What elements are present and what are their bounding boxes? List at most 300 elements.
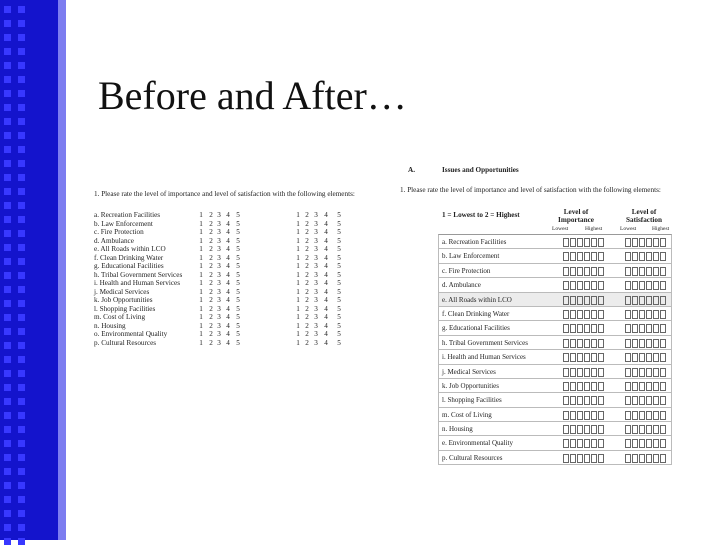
before-importance-value[interactable]: 3: [217, 211, 221, 219]
importance-checkbox[interactable]: [570, 353, 576, 362]
importance-checkbox[interactable]: [584, 310, 590, 319]
before-importance-value[interactable]: 3: [217, 338, 221, 347]
before-importance-value[interactable]: 4: [226, 296, 230, 304]
importance-checkbox[interactable]: [563, 324, 569, 333]
importance-checkbox[interactable]: [598, 238, 604, 247]
satisfaction-checkbox[interactable]: [639, 368, 645, 377]
importance-checkbox[interactable]: [591, 238, 597, 247]
before-importance-value[interactable]: 1: [199, 279, 203, 287]
importance-checkbox[interactable]: [570, 267, 576, 276]
importance-checkbox[interactable]: [598, 454, 604, 463]
importance-checkbox[interactable]: [563, 252, 569, 261]
satisfaction-checkbox[interactable]: [660, 296, 666, 305]
importance-checkbox[interactable]: [591, 439, 597, 448]
satisfaction-checkbox[interactable]: [646, 368, 652, 377]
satisfaction-checkbox[interactable]: [625, 353, 631, 362]
importance-checkbox[interactable]: [563, 411, 569, 420]
satisfaction-checkbox[interactable]: [653, 368, 659, 377]
satisfaction-checkbox[interactable]: [625, 296, 631, 305]
before-importance-value[interactable]: 5: [236, 321, 240, 330]
before-importance-value[interactable]: 4: [226, 287, 230, 296]
before-satisfaction-value[interactable]: 5: [337, 313, 341, 321]
satisfaction-checkbox[interactable]: [660, 267, 666, 276]
before-importance-value[interactable]: 3: [217, 321, 221, 330]
satisfaction-checkbox[interactable]: [653, 267, 659, 276]
before-importance-value[interactable]: 4: [226, 313, 230, 321]
importance-checkbox[interactable]: [577, 252, 583, 261]
before-satisfaction-value[interactable]: 2: [305, 313, 309, 321]
before-satisfaction-value[interactable]: 5: [337, 219, 341, 228]
satisfaction-checkbox[interactable]: [625, 454, 631, 463]
importance-checkbox[interactable]: [591, 411, 597, 420]
satisfaction-checkbox[interactable]: [646, 310, 652, 319]
importance-checkbox[interactable]: [584, 339, 590, 348]
before-importance-value[interactable]: 1: [199, 262, 203, 270]
before-importance-value[interactable]: 1: [199, 313, 203, 321]
before-importance-value[interactable]: 2: [209, 321, 213, 330]
satisfaction-checkbox[interactable]: [632, 368, 638, 377]
satisfaction-checkbox[interactable]: [646, 324, 652, 333]
satisfaction-checkbox[interactable]: [625, 252, 631, 261]
before-importance-value[interactable]: 5: [236, 245, 240, 253]
importance-checkbox[interactable]: [598, 296, 604, 305]
before-satisfaction-value[interactable]: 3: [314, 262, 318, 270]
satisfaction-checkbox[interactable]: [653, 252, 659, 261]
before-importance-value[interactable]: 1: [199, 270, 203, 279]
importance-checkbox[interactable]: [591, 425, 597, 434]
before-satisfaction-value[interactable]: 3: [314, 287, 318, 296]
before-importance-value[interactable]: 5: [236, 228, 240, 236]
importance-checkbox[interactable]: [577, 353, 583, 362]
before-importance-value[interactable]: 2: [209, 219, 213, 228]
before-importance-value[interactable]: 5: [236, 338, 240, 347]
before-satisfaction-value[interactable]: 2: [305, 304, 309, 313]
satisfaction-checkbox[interactable]: [653, 439, 659, 448]
satisfaction-checkbox[interactable]: [632, 324, 638, 333]
importance-checkbox[interactable]: [591, 281, 597, 290]
importance-checkbox[interactable]: [577, 368, 583, 377]
before-satisfaction-value[interactable]: 4: [324, 270, 328, 279]
importance-checkbox[interactable]: [584, 425, 590, 434]
importance-checkbox[interactable]: [563, 267, 569, 276]
before-satisfaction-value[interactable]: 4: [324, 338, 328, 347]
importance-checkbox[interactable]: [570, 411, 576, 420]
importance-checkbox[interactable]: [570, 425, 576, 434]
before-satisfaction-value[interactable]: 3: [314, 279, 318, 287]
satisfaction-checkbox[interactable]: [632, 267, 638, 276]
before-importance-value[interactable]: 3: [217, 219, 221, 228]
importance-checkbox[interactable]: [598, 281, 604, 290]
before-satisfaction-value[interactable]: 1: [296, 296, 300, 304]
satisfaction-checkbox[interactable]: [653, 382, 659, 391]
before-satisfaction-value[interactable]: 5: [337, 236, 341, 245]
satisfaction-checkbox[interactable]: [639, 267, 645, 276]
importance-checkbox[interactable]: [591, 382, 597, 391]
satisfaction-checkbox[interactable]: [653, 238, 659, 247]
before-importance-value[interactable]: 2: [209, 253, 213, 262]
satisfaction-checkbox[interactable]: [632, 353, 638, 362]
before-satisfaction-value[interactable]: 3: [314, 321, 318, 330]
importance-checkbox[interactable]: [563, 396, 569, 405]
before-satisfaction-value[interactable]: 2: [305, 253, 309, 262]
before-satisfaction-value[interactable]: 4: [324, 279, 328, 287]
before-satisfaction-value[interactable]: 2: [305, 211, 309, 219]
satisfaction-checkbox[interactable]: [632, 296, 638, 305]
importance-checkbox[interactable]: [584, 454, 590, 463]
importance-checkbox[interactable]: [570, 454, 576, 463]
satisfaction-checkbox[interactable]: [646, 281, 652, 290]
satisfaction-checkbox[interactable]: [646, 252, 652, 261]
before-importance-value[interactable]: 1: [199, 245, 203, 253]
importance-checkbox[interactable]: [584, 324, 590, 333]
satisfaction-checkbox[interactable]: [632, 339, 638, 348]
before-importance-value[interactable]: 1: [199, 338, 203, 347]
before-satisfaction-value[interactable]: 5: [337, 304, 341, 313]
importance-checkbox[interactable]: [584, 396, 590, 405]
before-satisfaction-value[interactable]: 1: [296, 313, 300, 321]
satisfaction-checkbox[interactable]: [639, 339, 645, 348]
before-satisfaction-value[interactable]: 4: [324, 296, 328, 304]
satisfaction-checkbox[interactable]: [632, 396, 638, 405]
before-satisfaction-value[interactable]: 1: [296, 211, 300, 219]
importance-checkbox[interactable]: [584, 267, 590, 276]
before-importance-value[interactable]: 1: [199, 211, 203, 219]
before-satisfaction-value[interactable]: 4: [324, 253, 328, 262]
importance-checkbox[interactable]: [577, 454, 583, 463]
before-importance-value[interactable]: 3: [217, 287, 221, 296]
satisfaction-checkbox[interactable]: [646, 439, 652, 448]
satisfaction-checkbox[interactable]: [639, 454, 645, 463]
before-satisfaction-value[interactable]: 2: [305, 228, 309, 236]
before-importance-value[interactable]: 4: [226, 211, 230, 219]
before-importance-value[interactable]: 4: [226, 262, 230, 270]
before-satisfaction-value[interactable]: 5: [337, 279, 341, 287]
satisfaction-checkbox[interactable]: [646, 425, 652, 434]
before-importance-value[interactable]: 2: [209, 262, 213, 270]
before-satisfaction-value[interactable]: 5: [337, 228, 341, 236]
before-satisfaction-value[interactable]: 2: [305, 245, 309, 253]
satisfaction-checkbox[interactable]: [646, 396, 652, 405]
before-satisfaction-value[interactable]: 1: [296, 304, 300, 313]
before-satisfaction-value[interactable]: 2: [305, 279, 309, 287]
before-importance-value[interactable]: 4: [226, 245, 230, 253]
before-importance-value[interactable]: 1: [199, 253, 203, 262]
before-satisfaction-value[interactable]: 1: [296, 245, 300, 253]
importance-checkbox[interactable]: [570, 252, 576, 261]
before-satisfaction-value[interactable]: 2: [305, 219, 309, 228]
satisfaction-checkbox[interactable]: [660, 281, 666, 290]
importance-checkbox[interactable]: [598, 411, 604, 420]
before-satisfaction-value[interactable]: 5: [337, 338, 341, 347]
before-satisfaction-value[interactable]: 2: [305, 296, 309, 304]
before-satisfaction-value[interactable]: 1: [296, 279, 300, 287]
satisfaction-checkbox[interactable]: [660, 310, 666, 319]
before-satisfaction-value[interactable]: 1: [296, 330, 300, 338]
importance-checkbox[interactable]: [577, 411, 583, 420]
before-importance-value[interactable]: 3: [217, 262, 221, 270]
before-importance-value[interactable]: 4: [226, 228, 230, 236]
before-satisfaction-value[interactable]: 1: [296, 262, 300, 270]
before-satisfaction-value[interactable]: 2: [305, 270, 309, 279]
satisfaction-checkbox[interactable]: [632, 382, 638, 391]
before-satisfaction-value[interactable]: 4: [324, 304, 328, 313]
importance-checkbox[interactable]: [584, 382, 590, 391]
importance-checkbox[interactable]: [591, 353, 597, 362]
satisfaction-checkbox[interactable]: [625, 411, 631, 420]
before-importance-value[interactable]: 4: [226, 270, 230, 279]
before-satisfaction-value[interactable]: 1: [296, 219, 300, 228]
before-importance-value[interactable]: 5: [236, 219, 240, 228]
satisfaction-checkbox[interactable]: [653, 339, 659, 348]
satisfaction-checkbox[interactable]: [653, 353, 659, 362]
before-satisfaction-value[interactable]: 5: [337, 321, 341, 330]
satisfaction-checkbox[interactable]: [625, 396, 631, 405]
importance-checkbox[interactable]: [577, 339, 583, 348]
satisfaction-checkbox[interactable]: [625, 425, 631, 434]
importance-checkbox[interactable]: [577, 382, 583, 391]
before-satisfaction-value[interactable]: 3: [314, 270, 318, 279]
before-satisfaction-value[interactable]: 3: [314, 228, 318, 236]
before-satisfaction-value[interactable]: 5: [337, 330, 341, 338]
before-satisfaction-value[interactable]: 2: [305, 338, 309, 347]
satisfaction-checkbox[interactable]: [639, 324, 645, 333]
before-satisfaction-value[interactable]: 5: [337, 253, 341, 262]
before-importance-value[interactable]: 3: [217, 330, 221, 338]
before-importance-value[interactable]: 1: [199, 296, 203, 304]
satisfaction-checkbox[interactable]: [653, 296, 659, 305]
satisfaction-checkbox[interactable]: [639, 353, 645, 362]
before-satisfaction-value[interactable]: 2: [305, 321, 309, 330]
importance-checkbox[interactable]: [577, 281, 583, 290]
importance-checkbox[interactable]: [598, 396, 604, 405]
satisfaction-checkbox[interactable]: [660, 339, 666, 348]
importance-checkbox[interactable]: [563, 353, 569, 362]
importance-checkbox[interactable]: [591, 296, 597, 305]
satisfaction-checkbox[interactable]: [653, 425, 659, 434]
before-satisfaction-value[interactable]: 1: [296, 321, 300, 330]
satisfaction-checkbox[interactable]: [653, 310, 659, 319]
before-satisfaction-value[interactable]: 5: [337, 245, 341, 253]
before-satisfaction-value[interactable]: 3: [314, 253, 318, 262]
importance-checkbox[interactable]: [570, 324, 576, 333]
satisfaction-checkbox[interactable]: [646, 267, 652, 276]
importance-checkbox[interactable]: [598, 339, 604, 348]
satisfaction-checkbox[interactable]: [660, 425, 666, 434]
satisfaction-checkbox[interactable]: [653, 396, 659, 405]
satisfaction-checkbox[interactable]: [625, 281, 631, 290]
importance-checkbox[interactable]: [598, 267, 604, 276]
satisfaction-checkbox[interactable]: [660, 411, 666, 420]
importance-checkbox[interactable]: [563, 310, 569, 319]
satisfaction-checkbox[interactable]: [646, 382, 652, 391]
importance-checkbox[interactable]: [577, 439, 583, 448]
before-satisfaction-value[interactable]: 1: [296, 253, 300, 262]
satisfaction-checkbox[interactable]: [639, 296, 645, 305]
importance-checkbox[interactable]: [570, 281, 576, 290]
importance-checkbox[interactable]: [577, 238, 583, 247]
importance-checkbox[interactable]: [591, 267, 597, 276]
before-satisfaction-value[interactable]: 3: [314, 219, 318, 228]
satisfaction-checkbox[interactable]: [632, 411, 638, 420]
importance-checkbox[interactable]: [584, 411, 590, 420]
before-satisfaction-value[interactable]: 4: [324, 245, 328, 253]
before-satisfaction-value[interactable]: 3: [314, 338, 318, 347]
before-importance-value[interactable]: 2: [209, 211, 213, 219]
importance-checkbox[interactable]: [598, 324, 604, 333]
satisfaction-checkbox[interactable]: [625, 310, 631, 319]
before-satisfaction-value[interactable]: 4: [324, 219, 328, 228]
before-satisfaction-value[interactable]: 1: [296, 287, 300, 296]
before-satisfaction-value[interactable]: 4: [324, 313, 328, 321]
satisfaction-checkbox[interactable]: [632, 439, 638, 448]
before-satisfaction-value[interactable]: 5: [337, 296, 341, 304]
before-importance-value[interactable]: 5: [236, 287, 240, 296]
before-satisfaction-value[interactable]: 3: [314, 313, 318, 321]
before-satisfaction-value[interactable]: 1: [296, 228, 300, 236]
before-importance-value[interactable]: 2: [209, 304, 213, 313]
before-importance-value[interactable]: 3: [217, 236, 221, 245]
importance-checkbox[interactable]: [598, 252, 604, 261]
before-satisfaction-value[interactable]: 4: [324, 228, 328, 236]
before-importance-value[interactable]: 5: [236, 262, 240, 270]
importance-checkbox[interactable]: [577, 310, 583, 319]
importance-checkbox[interactable]: [563, 368, 569, 377]
satisfaction-checkbox[interactable]: [660, 324, 666, 333]
importance-checkbox[interactable]: [584, 296, 590, 305]
before-importance-value[interactable]: 5: [236, 270, 240, 279]
importance-checkbox[interactable]: [563, 425, 569, 434]
satisfaction-checkbox[interactable]: [646, 238, 652, 247]
before-satisfaction-value[interactable]: 3: [314, 211, 318, 219]
before-importance-value[interactable]: 5: [236, 279, 240, 287]
satisfaction-checkbox[interactable]: [646, 454, 652, 463]
satisfaction-checkbox[interactable]: [639, 281, 645, 290]
before-satisfaction-value[interactable]: 3: [314, 330, 318, 338]
satisfaction-checkbox[interactable]: [653, 281, 659, 290]
satisfaction-checkbox[interactable]: [639, 439, 645, 448]
importance-checkbox[interactable]: [591, 396, 597, 405]
satisfaction-checkbox[interactable]: [625, 267, 631, 276]
satisfaction-checkbox[interactable]: [632, 310, 638, 319]
before-satisfaction-value[interactable]: 1: [296, 338, 300, 347]
before-importance-value[interactable]: 1: [199, 236, 203, 245]
importance-checkbox[interactable]: [591, 454, 597, 463]
before-importance-value[interactable]: 5: [236, 296, 240, 304]
before-satisfaction-value[interactable]: 5: [337, 287, 341, 296]
importance-checkbox[interactable]: [591, 252, 597, 261]
importance-checkbox[interactable]: [563, 339, 569, 348]
before-importance-value[interactable]: 3: [217, 304, 221, 313]
before-satisfaction-value[interactable]: 4: [324, 262, 328, 270]
importance-checkbox[interactable]: [591, 310, 597, 319]
before-importance-value[interactable]: 3: [217, 270, 221, 279]
satisfaction-checkbox[interactable]: [660, 238, 666, 247]
satisfaction-checkbox[interactable]: [639, 310, 645, 319]
before-importance-value[interactable]: 2: [209, 330, 213, 338]
before-importance-value[interactable]: 3: [217, 296, 221, 304]
satisfaction-checkbox[interactable]: [625, 238, 631, 247]
importance-checkbox[interactable]: [563, 281, 569, 290]
before-satisfaction-value[interactable]: 3: [314, 304, 318, 313]
importance-checkbox[interactable]: [563, 238, 569, 247]
before-importance-value[interactable]: 2: [209, 313, 213, 321]
importance-checkbox[interactable]: [584, 439, 590, 448]
importance-checkbox[interactable]: [584, 353, 590, 362]
before-satisfaction-value[interactable]: 5: [337, 262, 341, 270]
importance-checkbox[interactable]: [577, 425, 583, 434]
satisfaction-checkbox[interactable]: [625, 324, 631, 333]
importance-checkbox[interactable]: [563, 382, 569, 391]
satisfaction-checkbox[interactable]: [660, 454, 666, 463]
before-importance-value[interactable]: 5: [236, 236, 240, 245]
before-importance-value[interactable]: 4: [226, 279, 230, 287]
satisfaction-checkbox[interactable]: [639, 382, 645, 391]
importance-checkbox[interactable]: [584, 281, 590, 290]
importance-checkbox[interactable]: [598, 310, 604, 319]
before-importance-value[interactable]: 2: [209, 296, 213, 304]
before-importance-value[interactable]: 4: [226, 338, 230, 347]
satisfaction-checkbox[interactable]: [632, 252, 638, 261]
before-importance-value[interactable]: 2: [209, 236, 213, 245]
satisfaction-checkbox[interactable]: [625, 439, 631, 448]
before-satisfaction-value[interactable]: 4: [324, 330, 328, 338]
satisfaction-checkbox[interactable]: [653, 324, 659, 333]
before-importance-value[interactable]: 5: [236, 313, 240, 321]
before-satisfaction-value[interactable]: 2: [305, 236, 309, 245]
before-importance-value[interactable]: 4: [226, 330, 230, 338]
satisfaction-checkbox[interactable]: [625, 339, 631, 348]
satisfaction-checkbox[interactable]: [632, 454, 638, 463]
before-satisfaction-value[interactable]: 2: [305, 287, 309, 296]
satisfaction-checkbox[interactable]: [639, 252, 645, 261]
importance-checkbox[interactable]: [584, 238, 590, 247]
before-importance-value[interactable]: 5: [236, 330, 240, 338]
before-satisfaction-value[interactable]: 1: [296, 270, 300, 279]
satisfaction-checkbox[interactable]: [660, 353, 666, 362]
before-satisfaction-value[interactable]: 3: [314, 296, 318, 304]
before-importance-value[interactable]: 4: [226, 236, 230, 245]
importance-checkbox[interactable]: [570, 396, 576, 405]
before-satisfaction-value[interactable]: 5: [337, 211, 341, 219]
before-importance-value[interactable]: 3: [217, 279, 221, 287]
before-satisfaction-value[interactable]: 2: [305, 262, 309, 270]
before-importance-value[interactable]: 2: [209, 279, 213, 287]
before-satisfaction-value[interactable]: 3: [314, 236, 318, 245]
importance-checkbox[interactable]: [577, 324, 583, 333]
importance-checkbox[interactable]: [577, 296, 583, 305]
satisfaction-checkbox[interactable]: [653, 454, 659, 463]
importance-checkbox[interactable]: [584, 252, 590, 261]
before-importance-value[interactable]: 1: [199, 219, 203, 228]
before-importance-value[interactable]: 2: [209, 228, 213, 236]
importance-checkbox[interactable]: [598, 368, 604, 377]
importance-checkbox[interactable]: [591, 324, 597, 333]
importance-checkbox[interactable]: [570, 439, 576, 448]
importance-checkbox[interactable]: [563, 439, 569, 448]
satisfaction-checkbox[interactable]: [632, 425, 638, 434]
before-importance-value[interactable]: 2: [209, 270, 213, 279]
before-importance-value[interactable]: 1: [199, 228, 203, 236]
before-importance-value[interactable]: 4: [226, 253, 230, 262]
satisfaction-checkbox[interactable]: [653, 411, 659, 420]
satisfaction-checkbox[interactable]: [639, 411, 645, 420]
before-satisfaction-value[interactable]: 3: [314, 245, 318, 253]
before-importance-value[interactable]: 3: [217, 313, 221, 321]
before-importance-value[interactable]: 5: [236, 211, 240, 219]
importance-checkbox[interactable]: [563, 296, 569, 305]
before-importance-value[interactable]: 4: [226, 219, 230, 228]
satisfaction-checkbox[interactable]: [632, 281, 638, 290]
